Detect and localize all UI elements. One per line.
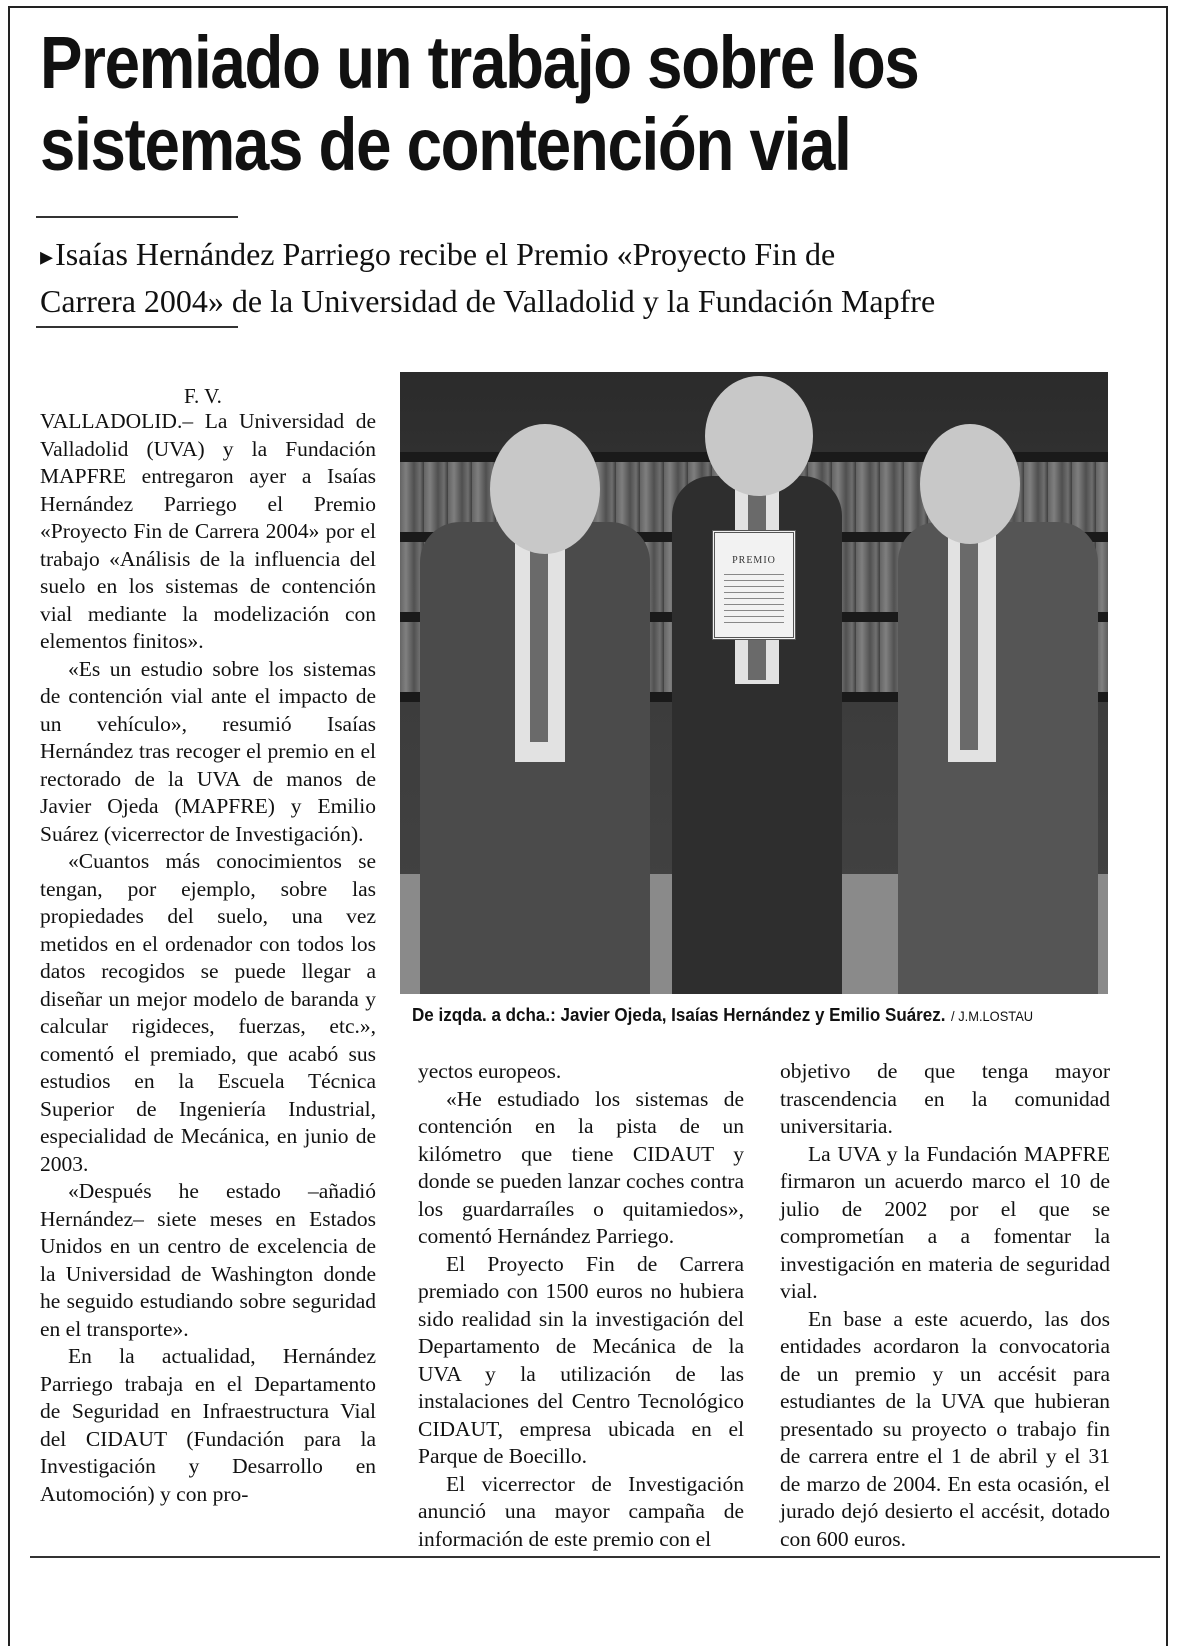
rule-sub [36,326,238,328]
headline-line-1: Premiado un trabajo sobre los [40,21,919,104]
award-diploma [712,530,796,640]
caption-text: De izqda. a dcha.: Javier Ojeda, Isaías Hernández y Emilio Suárez. [412,1004,946,1025]
rule-top [36,216,238,218]
paragraph: La UVA y la Fundación MAPFRE firmaron un acuerdo marco el 10 de julio de 2002 por el que se comprometían a a fomentar la investigación en materia de seguridad vial. [780,1141,1110,1303]
paragraph: En base a este acuerdo, las dos entidades acordaron la convocatoria de un premio y un accésit para estudiantes de la UVA que hubieran presentado su proyecto o trabajo fin de carrera entre el 1 de abril y el 31 de marzo de 2004. En esta ocasión, el jurado dejó desierto el accésit, dotado con 600 euros. [780,1306,1110,1551]
photo-caption [412,1004,1056,1026]
diploma-title: PREMIO [732,555,776,566]
photo-credit: / J.M.LOSTAU [951,1008,1034,1024]
bottom-rule [30,1556,1160,1558]
byline: F. V. [184,384,222,408]
column-1 [40,408,376,1508]
column-2 [418,1058,744,1553]
paragraph: En la actualidad, Hernández Parriego trabaja en el Departamento de Seguridad en Infraestructura Vial del CIDAUT (Fundación para la Investigación y Desarrollo en Automoción) y con pro- [40,1344,376,1506]
headline [40,22,1003,186]
headline-line-2: sistemas de contención vial [40,103,851,186]
paragraph: El Proyecto Fin de Carrera premiado con 1500 euros no hubiera sido realidad sin la investigación del Departamento de Mecánica de la UVA y la utilización de las instalaciones del Centro Tecnológico CIDAUT, empresa ubicada en el Parque de Boecillo. [418,1251,744,1468]
news-photo [400,372,1108,994]
arrow-icon: ▸ [40,242,54,271]
subhead-line-2: Carrera 2004» de la Universidad de Valladolid y la Fundación Mapfre [40,283,936,319]
column-3 [780,1058,1110,1553]
subhead [40,232,1160,323]
paragraph: El vicerrector de Investigación anunció una mayor campaña de información de este premio con el [418,1471,744,1551]
paragraph: «Es un estudio sobre los sistemas de contención vial ante el impacto de un vehículo», resumió Isaías Hernández tras recoger el premio en el rectorado de la UVA de manos de Javier Ojeda (MAPFRE) y Emilio Suárez (vicerrector de Investigación). [40,656,376,846]
subhead-line-1: Isaías Hernández Parriego recibe el Premio «Proyecto Fin de [55,236,836,272]
paragraph: «He estudiado los sistemas de contención en la pista de un kilómetro que tiene CIDAUT y donde se pueden lanzar coches contra los guardarraíles o quitamiedos», comentó Hernández Parriego. [418,1086,744,1248]
paragraph: «Cuantos más conocimientos se tengan, por ejemplo, sobre las propiedades del suelo, una vez metidos en el ordenador con todos los datos recogidos se puede llegar a diseñar un mejor modelo de baranda y calcular rigideces, fuerzas, etc.», comentó el premiado, que acabó sus estudios en la Escuela Técnica Superior de Ingeniería Industrial, especialidad de Mecánica, en junio de 2003. [40,849,376,1176]
paragraph: objetivo de que tenga mayor trascendencia en la comunidad universitaria. [780,1059,1110,1138]
paragraph: VALLADOLID.– La Universidad de Valladolid (UVA) y la Fundación MAPFRE entregaron ayer a Isaías Hernández Parriego el Premio «Proyecto Fin de Carrera 2004» por el trabajo «Análisis de la influencia del suelo en los sistemas de contención vial mediante la modelización con elementos finitos». [40,409,376,653]
paragraph: «Después he estado –añadió Hernández– siete meses en Estados Unidos en un centro de excelencia de la Universidad de Washington donde he seguido estudiando sobre seguridad en el transporte». [40,1179,376,1341]
paragraph: yectos europeos. [418,1059,562,1083]
